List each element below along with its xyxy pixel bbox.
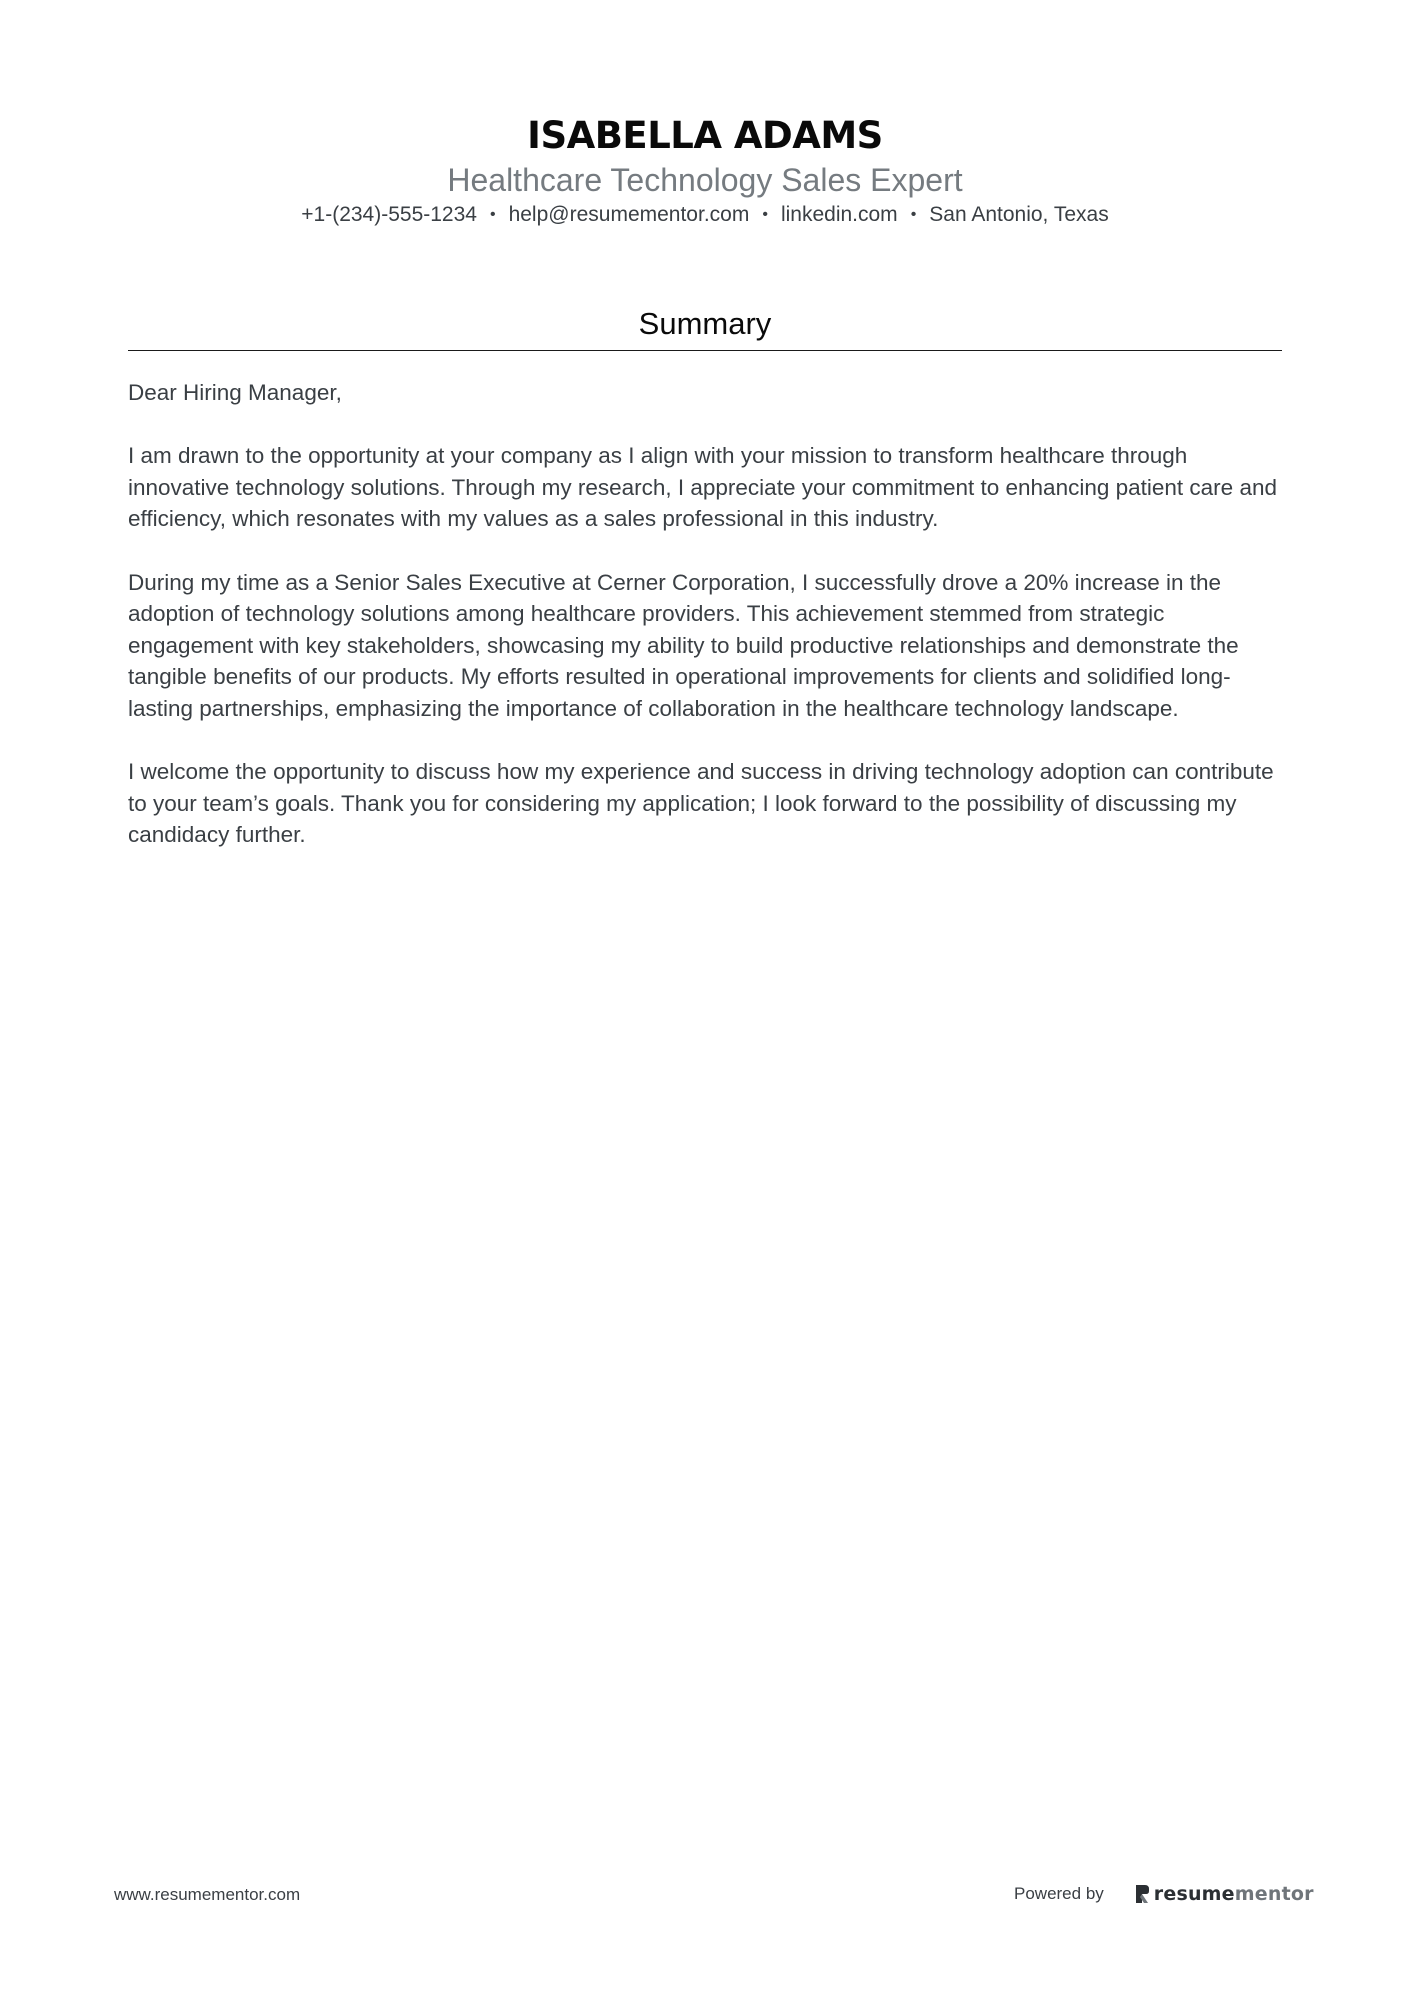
- brand-wordmark-part2: mentor: [1234, 1883, 1314, 1905]
- letter-paragraph-3: I welcome the opportunity to discuss how my experience and success in driving technology adoption can contribute to your team’s goals. Thank you for considering my application; I look forward to the possibility of discussing my candidacy further.: [128, 759, 1274, 848]
- brand-logo[interactable]: [1134, 1883, 1314, 1905]
- contact-linkedin[interactable]: linkedin.com: [780, 203, 898, 226]
- contact-separator: •: [762, 206, 768, 223]
- brand-wordmark: [1154, 1883, 1314, 1905]
- section-divider: [128, 350, 1282, 351]
- resumementor-logo-icon: [1134, 1883, 1150, 1905]
- contact-separator: •: [489, 206, 496, 223]
- contact-location: San Antonio, Texas: [929, 203, 1109, 226]
- powered-by-label: Powered by: [1014, 1884, 1104, 1903]
- contact-email[interactable]: help@resumementor.com: [508, 203, 750, 226]
- footer-website-link[interactable]: www.resumementor.com: [114, 1885, 301, 1904]
- section-heading-summary: Summary: [638, 306, 772, 341]
- letter-body: [128, 377, 1288, 883]
- contact-phone: +1-(234)-555-1234: [301, 203, 477, 226]
- letter-paragraph-2: During my time as a Senior Sales Executive at Cerner Corporation, I successfully drove a 20% increase in the adoption of technology solutions among healthcare providers. This achievement stemmed from strategic engagement with key stakeholders, showcasing my ability to build productive relationships and demonstrate the tangible benefits of our products. My efforts resulted in operational improvements for clients and solidified long-lasting partnerships, emphasizing the importance of collaboration in the healthcare technology landscape.: [128, 569, 1239, 721]
- candidate-name: ISABELLA ADAMS: [527, 114, 883, 157]
- letter-paragraph-1: I am drawn to the opportunity at your company as I align with your mission to transform healthcare through innovative technology solutions. Through my research, I appreciate your commitment to enhancing patient care and efficiency, which resonates with my values as a sales professional in this industry.: [128, 443, 1277, 532]
- contact-separator: •: [910, 206, 917, 223]
- salutation: Dear Hiring Manager,: [128, 380, 342, 405]
- contact-line: [0, 200, 1410, 232]
- job-title: Healthcare Technology Sales Expert: [447, 162, 963, 198]
- brand-wordmark-part1: resume: [1153, 1883, 1235, 1905]
- header: [0, 112, 1410, 232]
- footer-branding: [1014, 1880, 1314, 1908]
